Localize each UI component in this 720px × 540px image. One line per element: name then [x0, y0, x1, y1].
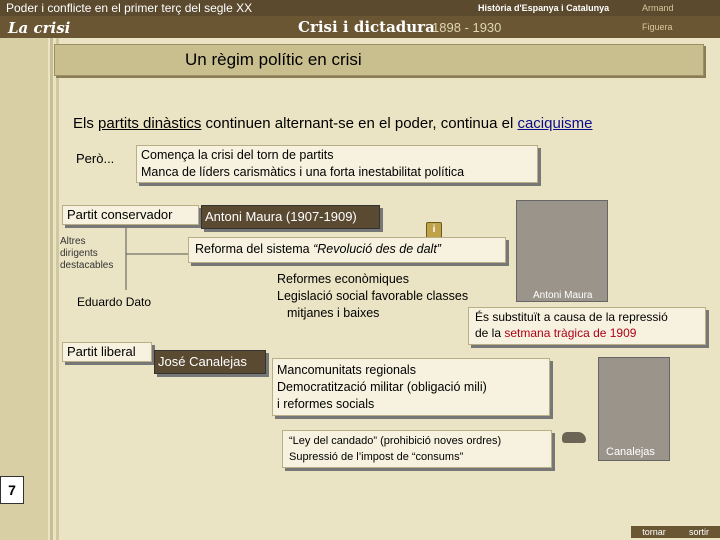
divider — [56, 38, 59, 540]
back-button[interactable]: tornar — [631, 526, 677, 538]
crisi-box — [136, 145, 538, 183]
slide-title: Un règim polític en crisi — [185, 50, 362, 69]
eduardo-dato-label: Eduardo Dato — [77, 295, 152, 309]
substitut-line-2 — [475, 325, 636, 342]
book-title: Història d'Espanya i Catalunya — [478, 3, 610, 13]
info-icon[interactable]: i — [426, 222, 442, 238]
reforma-prefix: Reforma del sistema — [195, 242, 314, 256]
altres-line-3: destacables — [60, 260, 114, 271]
antoni-maura-label: Antoni Maura (1907-1909) — [205, 209, 357, 224]
section-title: Crisi i dictadura — [298, 18, 435, 36]
top-header-bar — [0, 0, 720, 16]
setmana-tragica-link[interactable]: setmana tràgica de 1909 — [504, 326, 637, 340]
partit-liberal-label: Partit liberal — [67, 344, 136, 359]
reformes-line-1: Reformes econòmiques — [277, 272, 410, 286]
left-sidebar — [0, 38, 48, 540]
exit-button[interactable]: sortir — [676, 526, 720, 538]
ley-line-2: Supressió de l’impost de “consums” — [289, 451, 464, 463]
partits-dinastics-link[interactable]: partits dinàstics — [98, 115, 202, 132]
section-band — [0, 16, 720, 38]
author-first: Armand — [642, 3, 674, 13]
author-last: Figuera — [642, 22, 673, 32]
canalejas-line-3: i reformes socials — [277, 397, 375, 411]
maura-photo-caption: Antoni Maura — [533, 290, 593, 301]
caciquisme-link[interactable]: caciquisme — [517, 115, 593, 132]
section-years: 1898 - 1930 — [432, 20, 502, 35]
reformes-line-3: mitjanes i baixes — [287, 306, 380, 320]
substitut-prefix: de la — [475, 326, 505, 340]
jose-canalejas-box — [154, 350, 266, 374]
intro-text — [73, 115, 592, 132]
intro-prefix: Els — [73, 115, 99, 132]
ley-line-1: “Ley del candado” (prohibició noves ordres) — [289, 435, 502, 447]
reformes-line-2: Legislació social favorable classes — [277, 289, 469, 303]
car-icon — [562, 432, 586, 443]
reforma-box — [188, 237, 506, 263]
partit-liberal-box — [62, 342, 152, 362]
crisi-line-2: Manca de líders carismàtics i una forta inestabilitat política — [141, 165, 465, 179]
canalejas-line-2: Democratització militar (obligació mili) — [277, 380, 487, 394]
reforma-line — [195, 241, 441, 258]
reforma-quote: “Revolució des de dalt” — [313, 242, 441, 256]
altres-line-2: dirigents — [60, 248, 98, 259]
canalejas-photo-caption: Canalejas — [606, 446, 655, 458]
divider — [50, 38, 53, 540]
slide-title-box — [54, 44, 704, 76]
intro-mid: continuen alternant-se en el poder, continua el — [201, 115, 518, 132]
jose-canalejas-label: José Canalejas — [158, 354, 247, 369]
crisi-line-1: Comença la crisi del torn de partits — [141, 148, 334, 162]
canalejas-reforms-box — [272, 358, 550, 416]
canalejas-line-1: Mancomunitats regionals — [277, 363, 416, 377]
altres-line-1: Altres — [60, 236, 86, 247]
course-title: Poder i conflicte en el primer terç del segle XX — [6, 1, 253, 15]
partit-conservador-box — [62, 205, 199, 225]
antoni-maura-box — [201, 205, 380, 229]
ley-candado-box — [282, 430, 552, 468]
substitut-box — [468, 307, 706, 345]
partit-conservador-label: Partit conservador — [67, 207, 173, 222]
page-number: 7 — [0, 476, 24, 504]
pero-label: Però... — [76, 151, 115, 166]
section-left-label: La crisi — [8, 19, 71, 37]
substitut-line-1: És substituït a causa de la repressió — [475, 310, 668, 324]
